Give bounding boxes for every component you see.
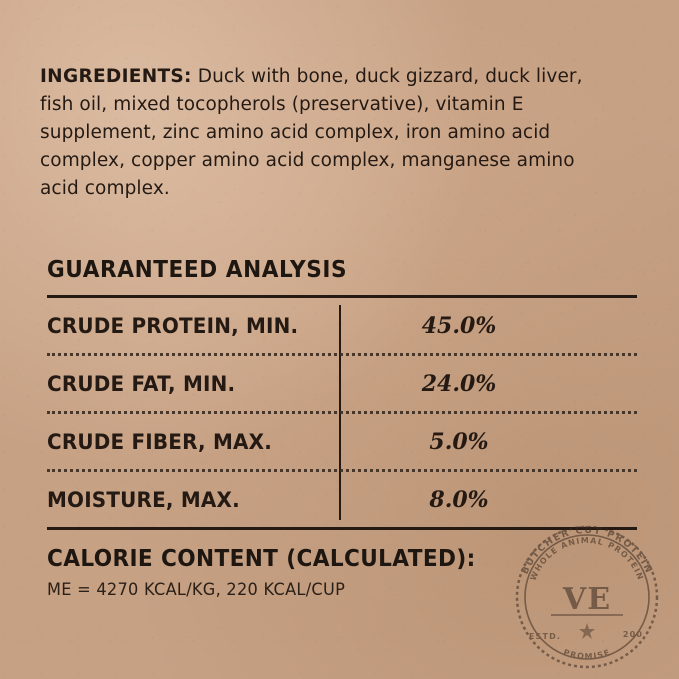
- ingredients-paragraph: [40, 63, 600, 204]
- row-separator: [47, 411, 637, 414]
- guaranteed-analysis-table: [47, 298, 637, 527]
- stamp-bottom-text: PROMISE: [562, 647, 612, 662]
- row-value: 45.0%: [421, 312, 497, 339]
- row-value: 24.0%: [421, 370, 497, 397]
- row-value: 8.0%: [429, 486, 489, 513]
- row-label: CRUDE FAT, MIN.: [47, 371, 236, 396]
- calorie-content-title: CALORIE CONTENT (CALCULATED):: [47, 546, 476, 573]
- stamp-right-text: 200: [622, 630, 644, 639]
- butcher-cut-protein-stamp: [501, 505, 673, 677]
- ingredients-text: Duck with bone, duck gizzard, duck liver, fish oil, mixed tocopherols (preservative), vitamin E supplement, zinc amino acid complex, iron amino acid complex, copper amino acid complex, manganese amino acid complex.: [40, 65, 583, 199]
- stamp-monogram: VE: [562, 582, 612, 617]
- stamp-left-text: ESTD.: [528, 632, 562, 641]
- row-label: MOISTURE, MAX.: [47, 487, 240, 512]
- row-separator: [47, 469, 637, 472]
- guaranteed-analysis-block: [47, 257, 637, 530]
- table-row: [47, 414, 637, 469]
- ingredients-heading: INGREDIENTS:: [40, 65, 192, 87]
- calorie-content-value: ME = 4270 KCAL/KG, 220 KCAL/CUP: [47, 580, 346, 601]
- guaranteed-analysis-title: GUARANTEED ANALYSIS: [47, 257, 348, 284]
- row-label: CRUDE PROTEIN, MIN.: [47, 313, 299, 338]
- stamp-top-text: BUTCHER CUT PROTEIN: [519, 524, 655, 576]
- table-row: [47, 356, 637, 411]
- table-row: [47, 298, 637, 353]
- row-value: 5.0%: [429, 428, 489, 455]
- row-separator: [47, 353, 637, 356]
- row-label: CRUDE FIBER, MAX.: [47, 429, 272, 454]
- stamp-sub-text: WHOLE ANIMAL PROTEIN: [528, 535, 646, 582]
